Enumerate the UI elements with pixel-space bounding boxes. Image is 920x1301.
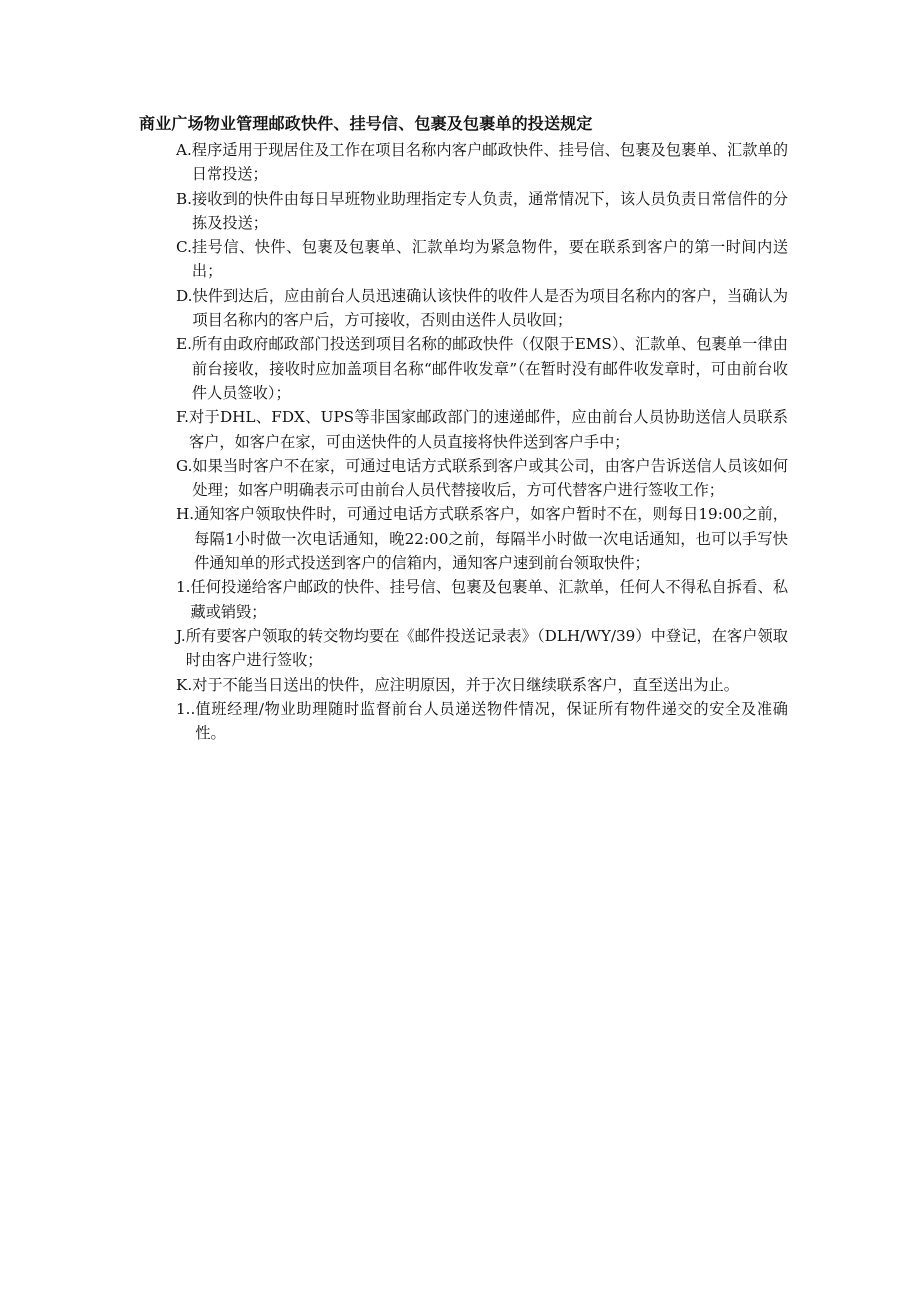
item-marker: C. bbox=[176, 238, 192, 257]
item-marker: A. bbox=[176, 141, 192, 159]
item-text: 通知客户领取快件时，可通过电话方式联系客户，如客户暂时不在，则每日19:00之前，每隔1小时做一次电话通知，晚22:00之前，每隔半小时做一次电话通知，也可以手写快件通知单的形式投送到客户的信箱内，通知客户速到前台领取快件； bbox=[194, 505, 788, 573]
regulation-item bbox=[176, 187, 788, 236]
regulation-item bbox=[176, 697, 788, 746]
item-text: 对于DHL、FDX、UPS等非国家邮政部门的速递邮件，应由前台人员协助送信人员联系客户，如客户在家，可由送快件的人员直接将快件送到客户手中； bbox=[189, 408, 788, 451]
regulation-item bbox=[176, 138, 788, 187]
item-marker: K. bbox=[176, 675, 193, 694]
regulation-item bbox=[176, 332, 788, 405]
item-text: 如果当时客户不在家，可通过电话方式联系到客户或其公司，由客户告诉送信人员该如何处理；如客户明确表示可由前台人员代替接收后，方可代替客户进行签收工作； bbox=[192, 456, 788, 500]
item-marker: J. bbox=[176, 626, 186, 645]
item-marker: 1. bbox=[176, 578, 191, 597]
item-marker: G. bbox=[176, 456, 193, 475]
regulation-item bbox=[176, 673, 788, 697]
item-text: 挂号信、快件、包裹及包裹单、汇款单均为紧急物件，要在联系到客户的第一时间内送出； bbox=[191, 238, 788, 281]
item-text: 接收到的快件由每日早班物业助理指定专人负责，通常情况下，该人员负责日常信件的分拣及投送； bbox=[192, 189, 788, 232]
item-text: 所有由政府邮政部门投送到项目名称的邮政快件（仅限于EMS）、汇款单、包裹单一律由前台接收，接收时应加盖项目名称“邮件收发章”（在暂时没有邮件收发章时，可由前台收件人员签收）； bbox=[191, 335, 788, 402]
item-text: 任何投递给客户邮政的快件、挂号信、包裹及包裹单、汇款单，任何人不得私自拆看、私藏或销毁； bbox=[190, 578, 788, 621]
item-marker: B. bbox=[176, 189, 192, 208]
item-text: 快件到达后，应由前台人员迅速确认该快件的收件人是否为项目名称内的客户，当确认为项目名称内的客户后，方可接收，否则由送件人员收回； bbox=[192, 286, 788, 330]
item-text: 程序适用于现居住及工作在项目名称内客户邮政快件、挂号信、包裹及包裹单、汇款单的日常投送； bbox=[191, 141, 788, 184]
document-title: 商业广场物业管理邮政快件、挂号信、包裹及包裹单的投送规定 bbox=[139, 114, 593, 133]
item-marker: 1.. bbox=[176, 699, 196, 718]
regulation-item bbox=[176, 624, 788, 673]
item-marker: H. bbox=[176, 505, 195, 524]
regulation-item bbox=[176, 284, 788, 333]
item-marker: D. bbox=[176, 286, 193, 305]
item-text: 所有要客户领取的转交物均要在《邮件投送记录表》（DLH/WY/39）中登记，在客户领取时由客户进行签收； bbox=[185, 626, 788, 670]
item-marker: E. bbox=[176, 335, 192, 354]
regulation-item bbox=[176, 235, 788, 284]
regulation-item bbox=[176, 502, 788, 575]
item-text: 值班经理/物业助理随时监督前台人员递送物件情况，保证所有物件递交的安全及准确性。 bbox=[195, 699, 788, 743]
regulation-item bbox=[176, 405, 788, 454]
regulation-item bbox=[176, 575, 788, 624]
item-text: 对于不能当日送出的快件，应注明原因，并于次日继续联系客户，直至送出为止。 bbox=[192, 675, 739, 694]
item-marker: F. bbox=[176, 408, 189, 427]
regulation-list bbox=[176, 138, 788, 745]
regulation-item bbox=[176, 454, 788, 503]
